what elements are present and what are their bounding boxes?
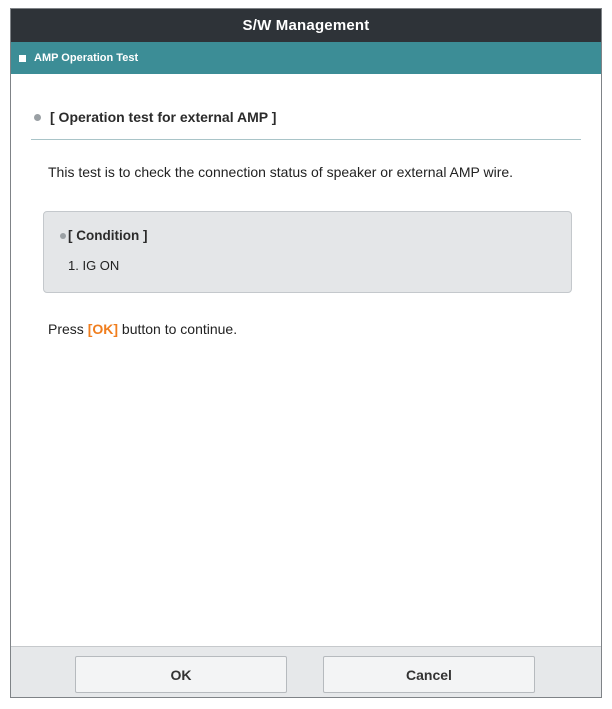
button-bar xyxy=(11,646,601,697)
instruction-text xyxy=(48,321,581,337)
ok-key-highlight: [OK] xyxy=(87,321,119,337)
condition-box xyxy=(43,211,572,293)
bullet-icon xyxy=(34,114,41,121)
condition-title: [ Condition ] xyxy=(68,228,148,243)
cancel-button[interactable]: Cancel xyxy=(323,656,535,693)
sw-management-dialog xyxy=(10,8,602,698)
instruction-prefix: Press xyxy=(48,321,88,337)
subheader xyxy=(11,42,601,74)
instruction-suffix: button to continue. xyxy=(118,321,238,337)
window-title: S/W Management xyxy=(11,9,601,42)
condition-item: 1. IG ON xyxy=(68,258,120,273)
test-description: This test is to check the connection status of speaker or external AMP wire. xyxy=(48,164,514,180)
ok-button[interactable]: OK xyxy=(75,656,287,693)
subheader-title: AMP Operation Test xyxy=(34,52,139,64)
section-heading xyxy=(31,109,581,140)
condition-heading xyxy=(60,228,571,243)
main-content xyxy=(11,109,601,337)
bullet-icon xyxy=(60,233,66,239)
section-title: [ Operation test for external AMP ] xyxy=(50,109,277,125)
square-bullet-icon xyxy=(19,55,26,62)
